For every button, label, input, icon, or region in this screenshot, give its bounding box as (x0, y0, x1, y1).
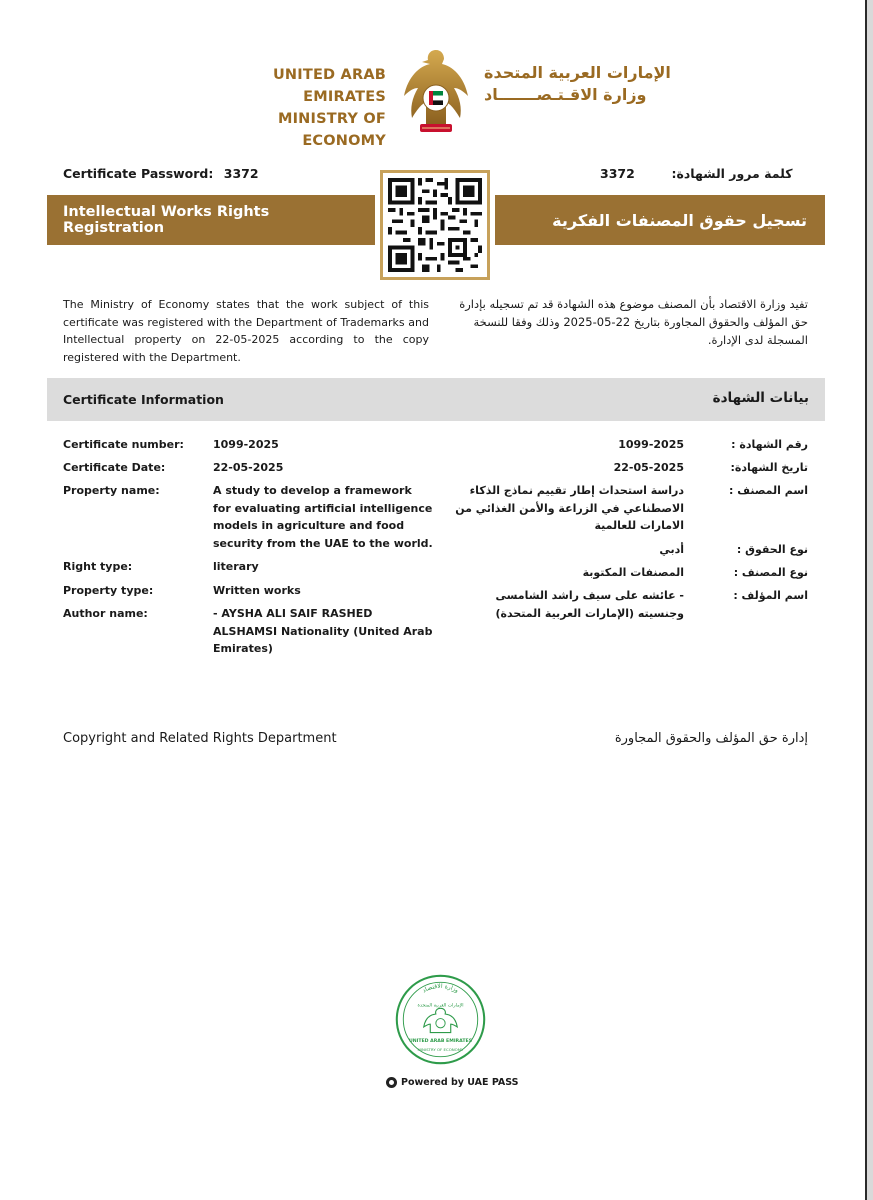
ministry-seal-icon (394, 973, 487, 1066)
password-label-en: Certificate Password: (63, 166, 214, 181)
title-bar-en (47, 195, 375, 245)
value-author-name-ar: - عائشه على سيف راشد الشامسى وجنسيته (الإمارات العربية المتحدة) (495, 589, 684, 620)
password-value-ar: 3372 (600, 166, 635, 181)
label-property-name-ar: اسم المصنف : (729, 484, 808, 497)
value-certificate-number-ar: 1099-2025 (618, 438, 684, 451)
header-en-line1: UNITED ARAB EMIRATES (272, 67, 386, 105)
intro-en: The Ministry of Economy states that the work subject of this certificate was registered with the Department of Trademarks and Intellectual property on 22-05-2025 according to the copy registered with the Department. (63, 298, 429, 364)
value-work-type-ar: المصنفات المكتوبة (582, 566, 684, 579)
label-property-name-en: Property name: (63, 484, 160, 497)
svg-text:UNITED ARAB EMIRATES: UNITED ARAB EMIRATES (408, 1038, 473, 1044)
header-ar-line1: الإمارات العربية المتحدة (484, 63, 671, 82)
header-ar (484, 62, 674, 106)
value-certificate-date-ar: 22-05-2025 (613, 461, 684, 474)
intro-ar: تفيد وزارة الاقتصاد بأن المصنف موضوع هذه الشهادة قد تم تسجيله بإدارة حق المؤلف والحقوق المجاورة بتاريخ 22-05-2025 وذلك وفقا للنسخة المسجلة لدى الإدارة. (459, 297, 808, 347)
value-property-name-en: A study to develop a framework for evaluating artificial intelligence models in agriculture and food security from the UAE to the world. (213, 484, 433, 550)
svg-text:الإمارات العربية المتحدة: الإمارات العربية المتحدة (417, 1003, 464, 1009)
label-certificate-number-en: Certificate number: (63, 438, 184, 451)
label-certificate-date-ar: تاريخ الشهادة: (730, 461, 808, 474)
department-en: Copyright and Related Rights Department (63, 731, 337, 746)
title-bar-ar (495, 195, 825, 245)
value-property-type-en: Written works (213, 584, 301, 597)
label-right-type-en: Right type: (63, 560, 133, 573)
department-ar: إدارة حق المؤلف والحقوق المجاورة (614, 731, 808, 746)
header-en (190, 64, 386, 152)
value-certificate-number-en: 1099-2025 (213, 438, 279, 451)
password-value-en: 3372 (223, 166, 259, 181)
value-certificate-date-en: 22-05-2025 (213, 461, 284, 474)
header-ar-line2: وزارة الاقـتـصـــــــاد (484, 85, 647, 104)
password-en (63, 166, 259, 181)
svg-text:وزارة الاقتصاد: وزارة الاقتصاد (421, 982, 460, 995)
title-ar: تسجيل حقوق المصنفات الفكرية (552, 210, 807, 230)
powered-by-label: Powered by UAE PASS (401, 1077, 519, 1088)
page-edge-shadow (867, 0, 873, 1200)
label-rights-type-ar: نوع الحقوق : (736, 543, 808, 556)
value-author-name-en: - AYSHA ALI SAIF RASHED ALSHAMSI Nationality (United Arab Emirates) (213, 607, 433, 655)
label-property-type-en: Property type: (63, 584, 154, 597)
value-property-name-ar: دراسة استحداث إطار تقييم نماذج الذكاء الاصطناعي في الزراعة والأمن الغذائي من الامارات للعالمية (455, 484, 684, 532)
password-label-ar: كلمة مرور الشهادة: (671, 166, 793, 181)
password-ar (600, 166, 808, 181)
label-certificate-date-en: Certificate Date: (63, 461, 166, 474)
uae-pass-icon (386, 1077, 397, 1088)
svg-text:MINISTRY OF ECONOMY: MINISTRY OF ECONOMY (417, 1047, 464, 1053)
section-title-ar: بيانات الشهادة (712, 390, 809, 406)
label-author-name-en: Author name: (63, 607, 148, 620)
powered-by (386, 1077, 519, 1088)
title-en: Intellectual Works Rights Registration (63, 204, 270, 236)
label-work-type-ar: نوع المصنف : (733, 566, 808, 579)
section-title-en: Certificate Information (63, 392, 224, 407)
header-en-line2: MINISTRY OF ECONOMY (277, 111, 386, 149)
label-certificate-number-ar: رقم الشهادة : (731, 438, 808, 451)
falcon-emblem-icon (400, 46, 472, 136)
label-author-name-ar: اسم المؤلف : (733, 589, 808, 602)
value-rights-type-ar: أدبي (659, 543, 684, 556)
qr-code-frame[interactable] (380, 170, 490, 280)
value-right-type-en: literary (213, 560, 259, 573)
qr-code-icon (388, 178, 482, 272)
section-header (47, 378, 825, 421)
